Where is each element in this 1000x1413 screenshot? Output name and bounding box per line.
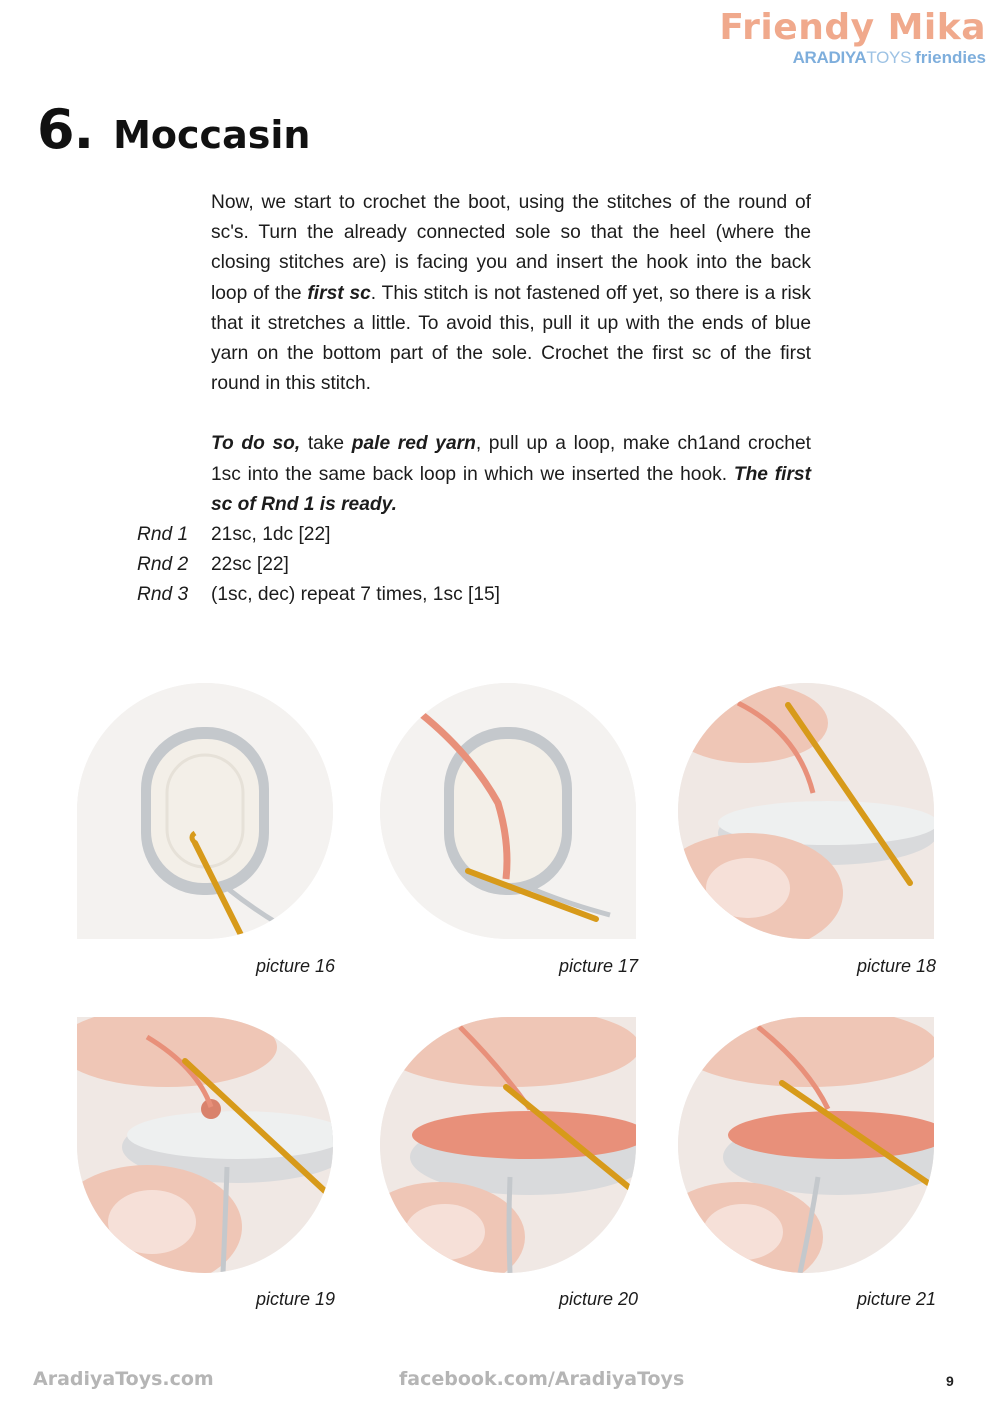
round-text: 22sc [22]	[211, 554, 289, 576]
footer-website-link[interactable]: AradiyaToys.com	[33, 1368, 214, 1390]
photo-picture-21	[678, 1017, 934, 1273]
round-row	[137, 520, 500, 550]
photo-picture-20	[380, 1017, 636, 1273]
photo-picture-19	[77, 1017, 333, 1273]
p2-text-b: take	[300, 433, 352, 455]
round-text: (1sc, dec) repeat 7 times, 1sc [15]	[211, 584, 501, 606]
picture-caption: picture 21	[856, 1289, 936, 1309]
section-name: Moccasin	[113, 113, 311, 157]
p2-emphasis-c: pale red yarn	[351, 433, 476, 455]
brand-sub-light: TOYS	[866, 48, 912, 67]
instructions-paragraph-2	[211, 429, 811, 520]
round-label: Rnd 2	[137, 554, 189, 576]
section-title	[37, 98, 310, 161]
instructions-paragraph-1	[211, 188, 811, 399]
picture-caption: picture 17	[558, 956, 638, 976]
p2-emphasis-e: The first sc of Rnd 1 is ready.	[211, 463, 811, 515]
brand-subtitle	[719, 48, 986, 68]
picture-caption: picture 18	[856, 956, 936, 976]
picture-caption: picture 16	[255, 956, 335, 976]
photo-picture-17	[380, 683, 636, 939]
p1-text-c: . This stitch is not fastened off yet, so there is a risk that it stretches a little. To avoid this, pull it up with the ends of blue yarn on the bottom part of the sole. Crochet the first sc of the first round in this stitch.	[211, 282, 811, 395]
picture-caption: picture 19	[255, 1289, 335, 1309]
photo-picture-18	[678, 683, 934, 939]
section-number: 6.	[37, 98, 94, 161]
p2-emphasis-a: To do so,	[211, 433, 301, 455]
round-row	[137, 550, 500, 580]
instructions-text	[211, 188, 811, 520]
page-number: 9	[946, 1373, 954, 1389]
brand-title: Friendy Mika	[719, 7, 986, 48]
brand-sub-strong: ARADIYA	[792, 48, 867, 67]
footer-facebook-link[interactable]: facebook.com/AradiyaToys	[399, 1368, 685, 1390]
p1-emphasis: first sc	[307, 282, 371, 304]
rounds-list	[137, 520, 500, 611]
brand-header	[719, 6, 986, 68]
photo-picture-16	[77, 683, 333, 939]
p1-text-a: Now, we start to crochet the boot, using the stitches of the round of sc's. Turn the already connected sole so that the heel (where the closing stitches are) is facing you and insert the hook into the back loop of the	[211, 192, 811, 304]
round-label: Rnd 1	[137, 524, 189, 545]
round-row	[137, 580, 500, 610]
round-text: 21sc, 1dc [22]	[211, 524, 331, 545]
p2-text-d: , pull up a loop, make ch1and crochet 1sc into the same back loop in which we inserted the hook.	[211, 433, 811, 485]
brand-sub-tail: friendies	[915, 48, 986, 67]
picture-caption: picture 20	[558, 1289, 638, 1309]
round-label: Rnd 3	[137, 584, 189, 606]
